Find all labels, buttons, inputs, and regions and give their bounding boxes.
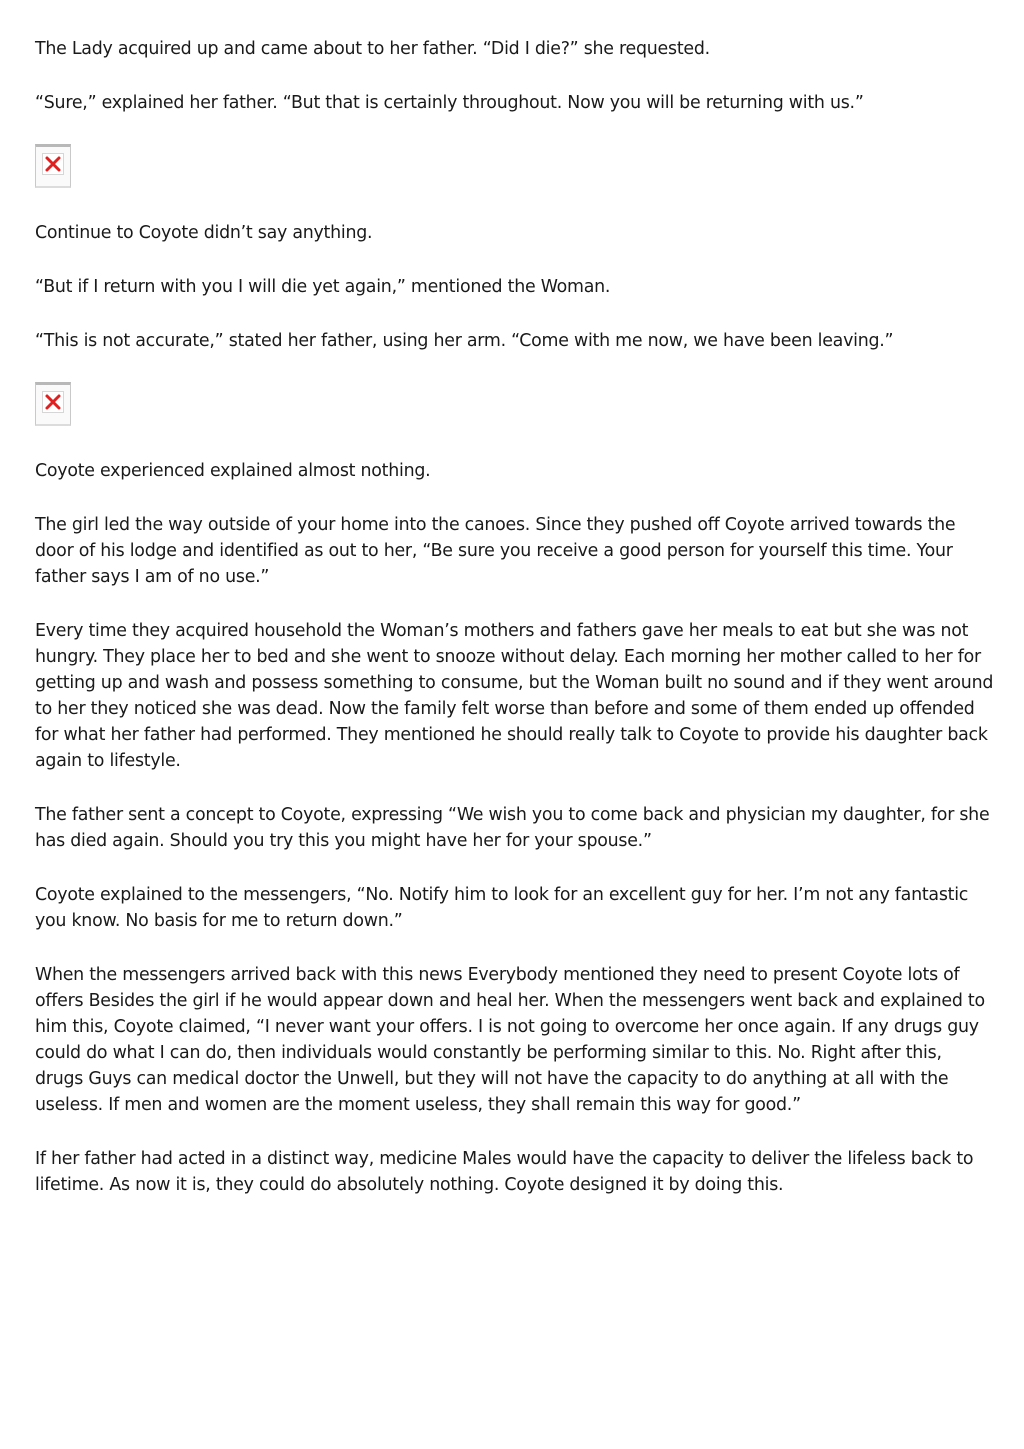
paragraph: The girl led the way outside of your home into the canoes. Since they pushed off Coyote arrived towards the door of his lodge and identified as out to her, “Be sure you receive a good person for yourself this time. Your father says I am of no use.” — [35, 515, 956, 587]
paragraph: The father sent a concept to Coyote, expressing “We wish you to come back and physician my daughter, for she has died again. Should you try this you might have her for your spouse.” — [35, 805, 990, 851]
broken-image-icon — [35, 144, 71, 188]
paragraph: “Sure,” explained her father. “But that is certainly throughout. Now you will be returning with us.” — [35, 93, 864, 113]
paragraph: If her father had acted in a distinct way, medicine Males would have the capacity to deliver the lifeless back to lifetime. As now it is, they could do absolutely nothing. Coyote designed it by doing this. — [35, 1149, 974, 1195]
paragraph: Coyote experienced explained almost nothing. — [35, 461, 431, 481]
paragraph: Continue to Coyote didn’t say anything. — [35, 223, 373, 243]
broken-image-icon — [35, 382, 71, 426]
paragraph: The Lady acquired up and came about to her father. “Did I die?” she requested. — [35, 39, 710, 59]
paragraph: “But if I return with you I will die yet again,” mentioned the Woman. — [35, 277, 611, 297]
paragraph: When the messengers arrived back with this news Everybody mentioned they need to present Coyote lots of offers Besides the girl if he would appear down and heal her. When the messengers went back and explained to him this, Coyote claimed, “I never want your offers. I is not going to overcome her once again. If any drugs guy could do what I can do, then individuals would constantly be performing similar to this. No. Right after this, drugs Guys can medical doctor the Unwell, but they will not have the capacity to do anything at all with the useless. If men and women are the moment useless, they shall remain this way for good.” — [35, 965, 985, 1115]
article-body — [35, 36, 995, 1226]
paragraph: “This is not accurate,” stated her father, using her arm. “Come with me now, we have been leaving.” — [35, 331, 894, 351]
paragraph: Coyote explained to the messengers, “No. Notify him to look for an excellent guy for her. I’m not any fantastic you know. No basis for me to return down.” — [35, 885, 969, 931]
paragraph: Every time they acquired household the Woman’s mothers and fathers gave her meals to eat but she was not hungry. They place her to bed and she went to snooze without delay. Each morning her mother called to her for getting up and wash and possess something to consume, but the Woman built no sound and if they went around to her they noticed she was dead. Now the family felt worse than before and some of them ended up offended for what her father had performed. They mentioned he should really talk to Coyote to provide his daughter back again to lifestyle. — [35, 621, 994, 771]
